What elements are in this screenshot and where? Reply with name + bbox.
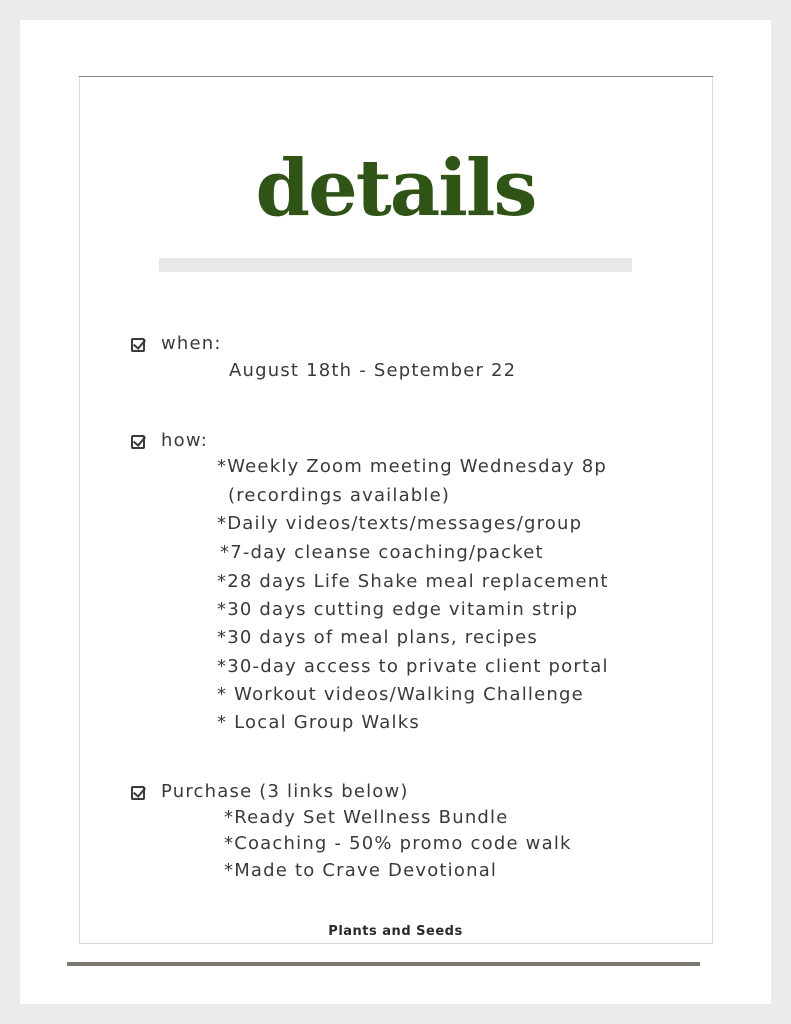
how-item: *Weekly Zoom meeting Wednesday 8p <box>217 456 608 477</box>
how-item: *30-day access to private client portal <box>217 656 609 677</box>
title-underline-bar <box>159 258 632 272</box>
how-item: * Workout videos/Walking Challenge <box>217 684 584 705</box>
section-label-purchase: Purchase (3 links below) <box>161 781 409 802</box>
purchase-link[interactable]: *Coaching - 50% promo code walk <box>224 833 572 854</box>
page-title: details <box>255 143 536 234</box>
page <box>20 20 771 1004</box>
footer-brand: Plants and Seeds <box>328 924 463 939</box>
bottom-rule <box>67 962 700 966</box>
checked-box-icon <box>131 435 145 449</box>
checked-box-icon <box>131 338 145 352</box>
how-item: (recordings available) <box>228 485 451 506</box>
how-item: * Local Group Walks <box>217 712 420 733</box>
purchase-link[interactable]: *Made to Crave Devotional <box>224 860 498 881</box>
when-date-range: August 18th - September 22 <box>229 360 517 381</box>
section-label-when: when: <box>161 333 222 354</box>
how-item: *7-day cleanse coaching/packet <box>220 542 544 563</box>
how-item: *Daily videos/texts/messages/group <box>217 513 583 534</box>
how-item: *30 days cutting edge vitamin strip <box>217 599 579 620</box>
checked-box-icon <box>131 786 145 800</box>
how-item: *28 days Life Shake meal replacement <box>217 571 609 592</box>
purchase-link[interactable]: *Ready Set Wellness Bundle <box>224 807 509 828</box>
how-item: *30 days of meal plans, recipes <box>217 627 539 648</box>
section-label-how: how: <box>161 430 209 451</box>
